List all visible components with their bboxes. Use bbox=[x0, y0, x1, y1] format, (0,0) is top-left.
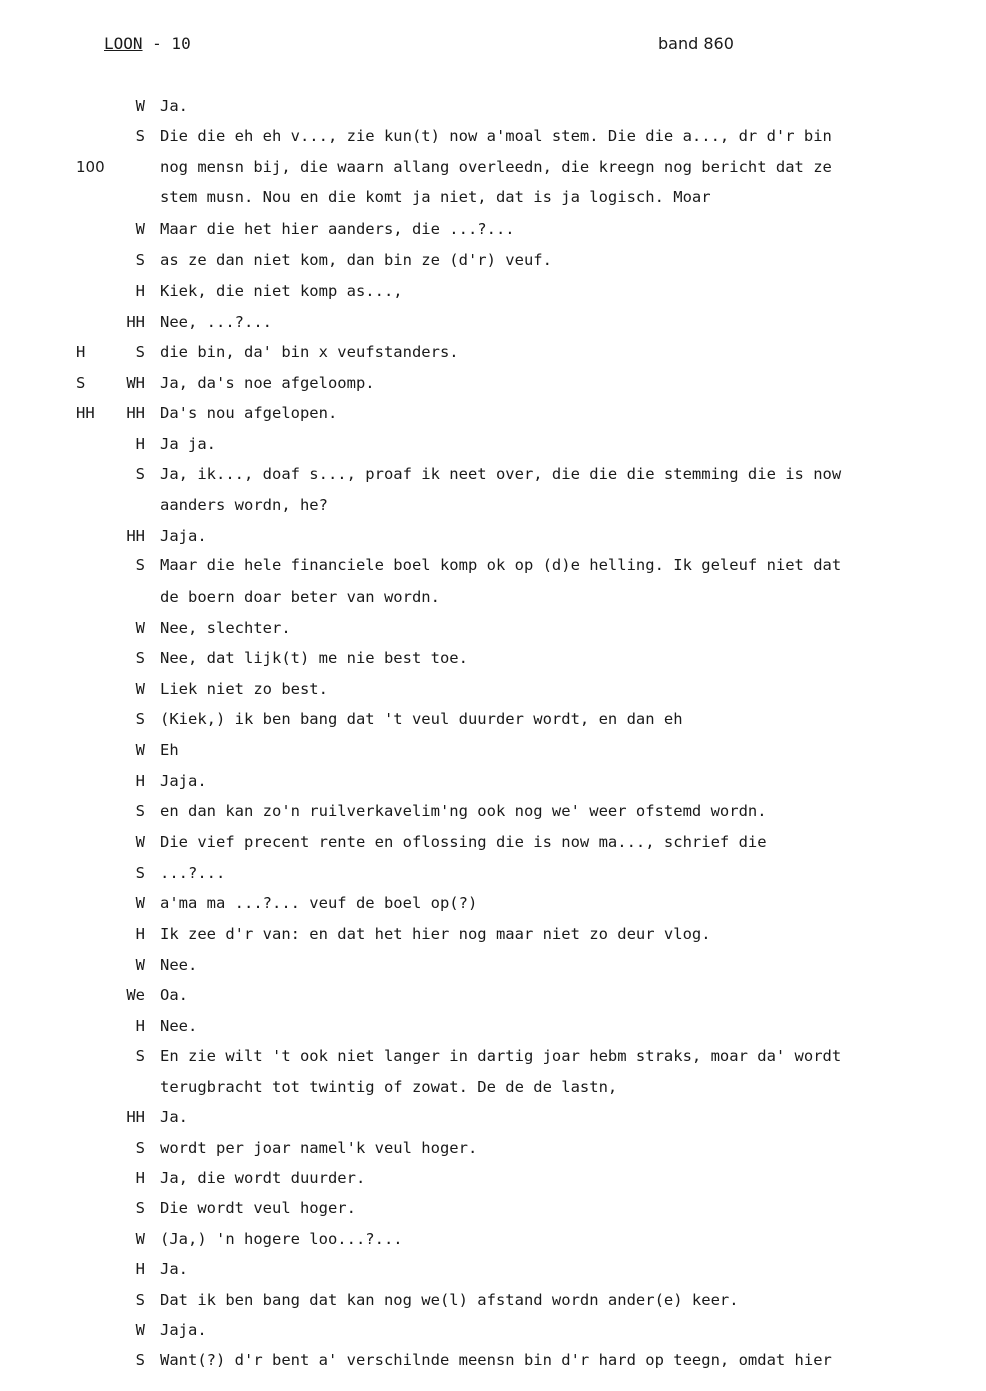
utterance-text: Dat ik ben bang dat kan nog we(l) afstand wordn ander(e) keer. bbox=[160, 1291, 739, 1309]
margin-note: S bbox=[76, 374, 86, 392]
utterance-text: Nee. bbox=[160, 956, 198, 974]
speaker-label: W bbox=[135, 741, 145, 759]
speaker-label: S bbox=[135, 864, 145, 882]
transcript-line bbox=[0, 833, 986, 855]
speaker-label: H bbox=[135, 435, 145, 453]
speaker-label: S bbox=[135, 1047, 145, 1065]
speaker-label: S bbox=[135, 127, 145, 145]
speaker-label: S bbox=[135, 251, 145, 269]
transcript-line bbox=[0, 986, 986, 1008]
band-label: band 860 bbox=[658, 34, 734, 53]
utterance-text: Jaja. bbox=[160, 772, 207, 790]
speaker-label: S bbox=[135, 802, 145, 820]
utterance-text: Want(?) d'r bent a' verschilnde meensn bin d'r hard op teegn, omdat hier bbox=[160, 1351, 832, 1369]
utterance-text: Ja. bbox=[160, 1108, 188, 1126]
speaker-label: H bbox=[135, 1017, 145, 1035]
utterance-text: Ik zee d'r van: en dat het hier nog maar niet zo deur vlog. bbox=[160, 925, 711, 943]
transcript-line bbox=[0, 251, 986, 273]
transcript-line bbox=[0, 188, 986, 210]
speaker-label: HH bbox=[126, 527, 145, 545]
margin-note: HH bbox=[76, 404, 95, 422]
transcript-line bbox=[0, 374, 986, 396]
utterance-text: en dan kan zo'n ruilverkavelim'ng ook nog we' weer ofstemd wordn. bbox=[160, 802, 767, 820]
speaker-label: W bbox=[135, 956, 145, 974]
speaker-label: W bbox=[135, 680, 145, 698]
speaker-label: H bbox=[135, 1260, 145, 1278]
utterance-text: Die wordt veul hoger. bbox=[160, 1199, 356, 1217]
utterance-text: Die vief precent rente en oflossing die is now ma..., schrief die bbox=[160, 833, 767, 851]
speaker-label: We bbox=[126, 986, 145, 1004]
transcript-line bbox=[0, 619, 986, 641]
transcript-line bbox=[0, 127, 986, 149]
utterance-text: Maar die het hier aanders, die ...?... bbox=[160, 220, 515, 238]
speaker-label: W bbox=[135, 97, 145, 115]
utterance-text: (Kiek,) ik ben bang dat 't veul duurder wordt, en dan eh bbox=[160, 710, 683, 728]
utterance-text: Ja, da's noe afgeloomp. bbox=[160, 374, 375, 392]
speaker-label: S bbox=[135, 465, 145, 483]
utterance-text: En zie wilt 't ook niet langer in dartig joar hebm straks, moar da' wordt bbox=[160, 1047, 842, 1065]
transcript-line bbox=[0, 741, 986, 763]
transcript-line bbox=[0, 1047, 986, 1069]
utterance-text: (Ja,) 'n hogere loo...?... bbox=[160, 1230, 403, 1248]
transcript-line bbox=[0, 710, 986, 732]
transcript-line bbox=[0, 496, 986, 518]
transcript-line bbox=[0, 1108, 986, 1130]
transcript-line bbox=[0, 282, 986, 304]
transcript-line bbox=[0, 1017, 986, 1039]
utterance-text: wordt per joar namel'k veul hoger. bbox=[160, 1139, 478, 1157]
speaker-label: W bbox=[135, 1230, 145, 1248]
speaker-label: S bbox=[135, 710, 145, 728]
utterance-text: Jaja. bbox=[160, 1321, 207, 1339]
transcript-line bbox=[0, 404, 986, 426]
page-header-left bbox=[104, 34, 191, 53]
transcript-line bbox=[0, 925, 986, 947]
utterance-text: Da's nou afgelopen. bbox=[160, 404, 338, 422]
transcript-line bbox=[0, 313, 986, 335]
utterance-text: Nee, dat lijk(t) me nie best toe. bbox=[160, 649, 468, 667]
transcript-line bbox=[0, 1260, 986, 1282]
header-title: LOON bbox=[104, 34, 143, 53]
speaker-label: WH bbox=[126, 374, 145, 392]
speaker-label: S bbox=[135, 1139, 145, 1157]
speaker-label: HH bbox=[126, 404, 145, 422]
speaker-label: HH bbox=[126, 1108, 145, 1126]
speaker-label: S bbox=[135, 1351, 145, 1369]
transcript-line bbox=[0, 527, 986, 549]
utterance-text: Eh bbox=[160, 741, 179, 759]
speaker-label: S bbox=[135, 556, 145, 574]
transcript-line bbox=[0, 220, 986, 242]
speaker-label: W bbox=[135, 220, 145, 238]
header-page-number: - 10 bbox=[142, 34, 191, 53]
utterance-text: Kiek, die niet komp as..., bbox=[160, 282, 403, 300]
transcript-line bbox=[0, 1351, 986, 1373]
utterance-text: Jaja. bbox=[160, 527, 207, 545]
transcript-line bbox=[0, 864, 986, 886]
utterance-text: Ja, die wordt duurder. bbox=[160, 1169, 366, 1187]
utterance-text: Ja, ik..., doaf s..., proaf ik neet over, die die die stemming die is now bbox=[160, 465, 842, 483]
margin-note: H bbox=[76, 343, 86, 361]
transcript-line bbox=[0, 158, 986, 180]
utterance-text: Nee. bbox=[160, 1017, 198, 1035]
transcript-line bbox=[0, 894, 986, 916]
speaker-label: HH bbox=[126, 313, 145, 331]
transcript-line bbox=[0, 680, 986, 702]
margin-note: 100 bbox=[76, 158, 105, 176]
utterance-text: Liek niet zo best. bbox=[160, 680, 328, 698]
speaker-label: S bbox=[135, 649, 145, 667]
transcript-line bbox=[0, 1078, 986, 1100]
utterance-text: Die die eh eh v..., zie kun(t) now a'moal stem. Die die a..., dr d'r bin bbox=[160, 127, 832, 145]
speaker-label: S bbox=[135, 343, 145, 361]
transcript-line bbox=[0, 465, 986, 487]
utterance-text: Maar die hele financiele boel komp ok op (d)e helling. Ik geleuf niet dat bbox=[160, 556, 842, 574]
utterance-text: ...?... bbox=[160, 864, 226, 882]
utterance-text: aanders wordn, he? bbox=[160, 496, 328, 514]
utterance-text: Nee, ...?... bbox=[160, 313, 272, 331]
speaker-label: S bbox=[135, 1291, 145, 1309]
transcript-line bbox=[0, 1139, 986, 1161]
transcript-line bbox=[0, 956, 986, 978]
utterance-text: Ja ja. bbox=[160, 435, 216, 453]
speaker-label: H bbox=[135, 1169, 145, 1187]
speaker-label: W bbox=[135, 833, 145, 851]
utterance-text: Nee, slechter. bbox=[160, 619, 291, 637]
utterance-text: a'ma ma ...?... veuf de boel op(?) bbox=[160, 894, 478, 912]
transcript-line bbox=[0, 1169, 986, 1191]
transcript-line bbox=[0, 1321, 986, 1343]
speaker-label: H bbox=[135, 282, 145, 300]
speaker-label: S bbox=[135, 1199, 145, 1217]
transcript-line bbox=[0, 556, 986, 578]
transcript-line bbox=[0, 1230, 986, 1252]
transcript-line bbox=[0, 772, 986, 794]
utterance-text: nog mensn bij, die waarn allang overleedn, die kreegn nog bericht dat ze bbox=[160, 158, 832, 176]
speaker-label: W bbox=[135, 619, 145, 637]
transcript-line bbox=[0, 802, 986, 824]
utterance-text: as ze dan niet kom, dan bin ze (d'r) veuf. bbox=[160, 251, 552, 269]
transcript-line bbox=[0, 435, 986, 457]
transcript-line bbox=[0, 97, 986, 119]
utterance-text: die bin, da' bin x veufstanders. bbox=[160, 343, 459, 361]
utterance-text: Ja. bbox=[160, 97, 188, 115]
speaker-label: W bbox=[135, 894, 145, 912]
transcript-line bbox=[0, 649, 986, 671]
speaker-label: W bbox=[135, 1321, 145, 1339]
utterance-text: de boern doar beter van wordn. bbox=[160, 588, 440, 606]
speaker-label: H bbox=[135, 925, 145, 943]
utterance-text: stem musn. Nou en die komt ja niet, dat is ja logisch. Moar bbox=[160, 188, 711, 206]
speaker-label: H bbox=[135, 772, 145, 790]
utterance-text: terugbracht tot twintig of zowat. De de de lastn, bbox=[160, 1078, 618, 1096]
transcript-line bbox=[0, 588, 986, 610]
utterance-text: Oa. bbox=[160, 986, 188, 1004]
transcript-line bbox=[0, 1199, 986, 1221]
transcript-line bbox=[0, 1291, 986, 1313]
transcript-line bbox=[0, 343, 986, 365]
utterance-text: Ja. bbox=[160, 1260, 188, 1278]
